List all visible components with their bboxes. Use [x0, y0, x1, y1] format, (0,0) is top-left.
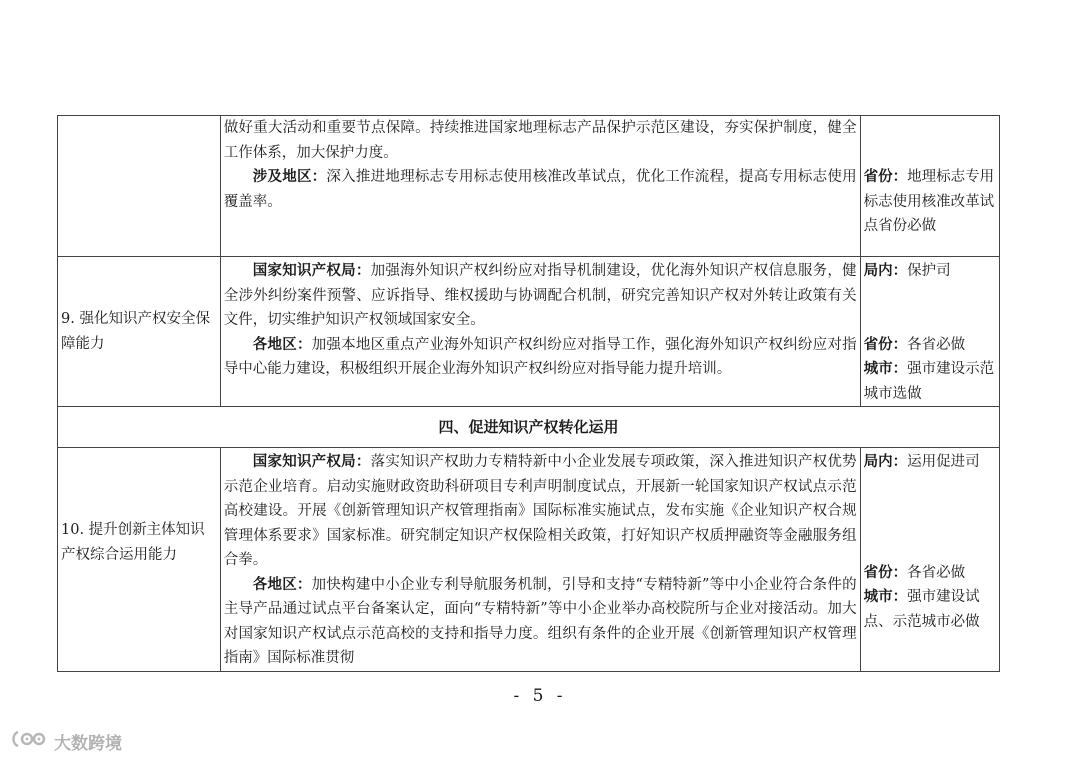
measures-cell — [220, 257, 860, 407]
responsibility-cell — [860, 448, 999, 672]
task-title: 9. 强化知识产权安全保障能力 — [61, 311, 210, 352]
task-cell — [58, 257, 221, 407]
region-label: 各地区： — [252, 576, 312, 593]
measures-cell — [220, 448, 860, 672]
city-label: 城市： — [863, 589, 908, 605]
region-text: 深入推进地理标志专用标志使用核准改革试点，优化工作流程，提高专用标志使用覆盖率。 — [223, 169, 857, 210]
region-paragraph — [224, 165, 857, 214]
national-text: 落实知识产权助力专精特新中小企业发展专项政策，深入推进知识产权优势示范企业培育。启动实施财政资助科研项目专利声明制度试点，开展新一轮国家知识产权试点示范高校建设。开展《创新管理知识产权管理指南》国际标准实施试点，发布实施《企业知识产权合规管理体系要求》国家标准。研究制定知识产权保险相关政策，打好知识产权质押融资等金融服务组合拳。 — [223, 454, 857, 568]
national-label: 国家知识产权局： — [252, 263, 371, 279]
bureau-label: 局内： — [863, 263, 908, 279]
bureau-text: 保护司 — [907, 263, 951, 279]
province-text: 各省必做 — [907, 336, 966, 353]
province-text: 各省必做 — [907, 564, 966, 581]
measures-cell — [220, 116, 860, 257]
responsibility-province — [864, 561, 996, 586]
region-paragraph — [224, 573, 857, 671]
province-label: 省份： — [863, 336, 908, 353]
responsibility-cell — [860, 257, 999, 407]
region-text: 加快构建中小企业专利导航服务机制，引导和支持“专精特新”等中小企业符合条件的主导产品通过试点平台备案认定，面向“专精特新”等中小企业举办高校院所与企业对接活动。加大对国家知识产权试点示范高校的支持和指导力度。组织有条件的企业开展《创新管理知识产权管理指南》国际标准贯彻 — [223, 576, 857, 666]
responsibility-bureau — [864, 450, 996, 475]
table-row — [58, 448, 1000, 672]
task-cell — [58, 448, 221, 672]
region-label: 涉及地区： — [252, 169, 327, 185]
bureau-label: 局内： — [863, 454, 908, 470]
responsibility-city — [864, 357, 996, 406]
city-text: 强市建设试点、示范城市必做 — [863, 589, 980, 630]
watermark-text: 大数跨境 — [54, 733, 122, 754]
national-label: 国家知识产权局： — [252, 454, 371, 470]
brand-logo-icon — [10, 728, 50, 755]
responsibility-province — [864, 165, 996, 239]
province-label: 省份： — [863, 169, 908, 185]
city-label: 城市： — [863, 361, 908, 377]
province-label: 省份： — [863, 564, 908, 581]
table-row — [58, 116, 1000, 257]
region-paragraph — [224, 333, 857, 382]
measures-text: 做好重大活动和重要节点保障。持续推进国家地理标志产品保护示范区建设，夯实保护制度，健全工作体系，加大保护力度。 — [223, 120, 857, 161]
province-text: 地理标志专用标志使用核准改革试点省份必做 — [863, 169, 995, 234]
region-label: 各地区： — [252, 336, 312, 353]
region-text: 加强本地区重点产业海外知识产权纠纷应对指导工作，强化海外知识产权纠纷应对指导中心能力建设，积极组织开展企业海外知识产权纠纷应对指导能力提升培训。 — [223, 336, 857, 377]
responsibility-cell — [860, 116, 999, 257]
task-cell — [58, 116, 221, 257]
table-row — [58, 257, 1000, 407]
national-text: 加强海外知识产权纠纷应对指导机制建设，优化海外知识产权信息服务，健全涉外纠纷案件预警、应诉指导、维权援助与协调配合机制，研究完善知识产权对外转让政策有关文件，切实维护知识产权领域国家安全。 — [223, 263, 857, 328]
section-title: 四、促进知识产权转化运用 — [58, 407, 1000, 448]
national-paragraph — [224, 450, 857, 573]
watermark — [10, 728, 122, 754]
task-title: 10. 提升创新主体知识产权综合运用能力 — [61, 522, 205, 563]
responsibility-province — [864, 333, 996, 358]
bureau-text: 运用促进司 — [907, 454, 980, 470]
responsibility-city — [864, 585, 996, 634]
responsibility-bureau — [864, 259, 996, 284]
national-paragraph — [224, 259, 857, 333]
city-text: 强市建设示范城市选做 — [863, 361, 995, 402]
policy-table — [57, 115, 1000, 672]
section-header-row — [58, 407, 1000, 448]
page-number: - 5 - — [513, 686, 567, 706]
